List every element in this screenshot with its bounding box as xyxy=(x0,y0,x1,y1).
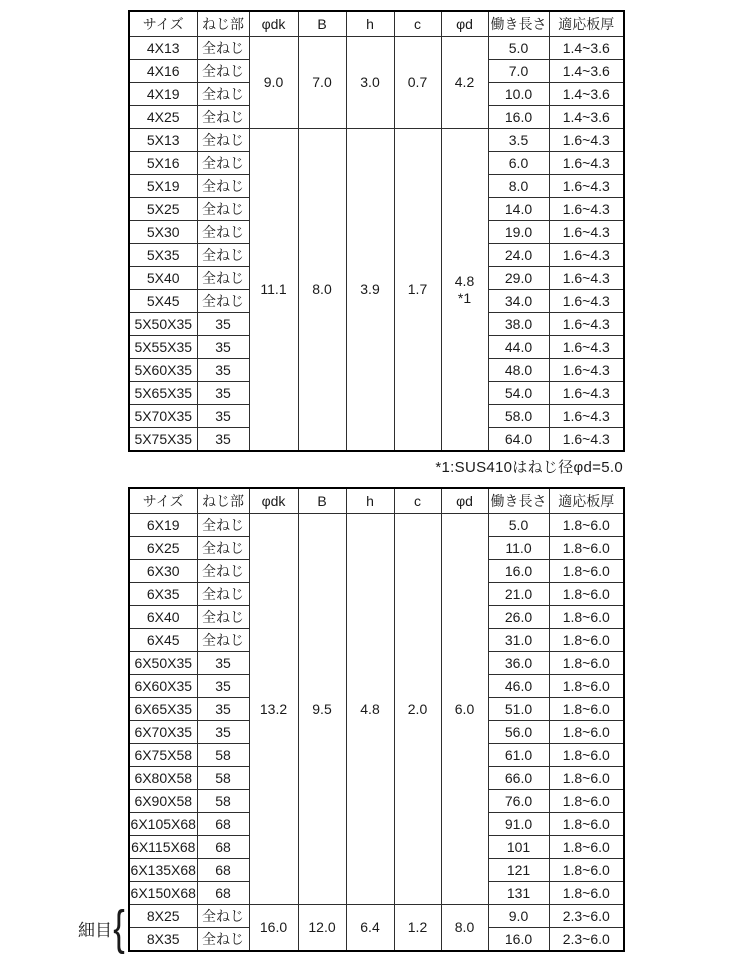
plate-thickness-cell: 1.6~4.3 xyxy=(549,175,624,198)
working-length-cell: 6.0 xyxy=(488,152,549,175)
working-length-cell: 5.0 xyxy=(488,37,549,60)
plate-thickness-cell: 1.8~6.0 xyxy=(549,537,624,560)
working-length-cell: 91.0 xyxy=(488,813,549,836)
column-header-8: 適応板厚 xyxy=(549,488,624,514)
working-length-cell: 5.0 xyxy=(488,514,549,537)
thread-cell: 全ねじ xyxy=(197,60,249,83)
size-cell: 5X25 xyxy=(129,198,197,221)
working-length-cell: 26.0 xyxy=(488,606,549,629)
thread-cell: 35 xyxy=(197,698,249,721)
working-length-cell: 66.0 xyxy=(488,767,549,790)
dk-cell: 9.0 xyxy=(249,37,298,129)
plate-thickness-cell: 2.3~6.0 xyxy=(549,928,624,952)
working-length-cell: 21.0 xyxy=(488,583,549,606)
plate-thickness-cell: 1.8~6.0 xyxy=(549,652,624,675)
upper-table-body xyxy=(129,37,624,452)
fine-thread-label-text: 細目 xyxy=(77,921,112,940)
size-cell: 6X75X58 xyxy=(129,744,197,767)
thread-cell: 全ねじ xyxy=(197,244,249,267)
c-cell: 0.7 xyxy=(394,37,441,129)
dk-cell: 13.2 xyxy=(249,514,298,905)
column-header-7: 働き長さ xyxy=(488,11,549,37)
thread-cell: 全ねじ xyxy=(197,290,249,313)
b-cell: 7.0 xyxy=(298,37,346,129)
thread-cell: 全ねじ xyxy=(197,106,249,129)
lower-table-container xyxy=(77,487,625,955)
working-length-cell: 16.0 xyxy=(488,560,549,583)
b-cell: 9.5 xyxy=(298,514,346,905)
dk-cell: 11.1 xyxy=(249,129,298,452)
dk-cell: 16.0 xyxy=(249,905,298,952)
column-header-4: h xyxy=(346,488,394,514)
plate-thickness-cell: 1.6~4.3 xyxy=(549,336,624,359)
c-cell: 1.7 xyxy=(394,129,441,452)
thread-cell: 58 xyxy=(197,744,249,767)
size-cell: 6X25 xyxy=(129,537,197,560)
size-cell: 6X50X35 xyxy=(129,652,197,675)
working-length-cell: 121 xyxy=(488,859,549,882)
plate-thickness-cell: 1.6~4.3 xyxy=(549,428,624,452)
column-header-5: c xyxy=(394,11,441,37)
working-length-cell: 19.0 xyxy=(488,221,549,244)
working-length-cell: 14.0 xyxy=(488,198,549,221)
b-cell: 12.0 xyxy=(298,905,346,952)
working-length-cell: 3.5 xyxy=(488,129,549,152)
working-length-cell: 7.0 xyxy=(488,60,549,83)
thread-cell: 35 xyxy=(197,336,249,359)
plate-thickness-cell: 1.4~3.6 xyxy=(549,106,624,129)
thread-cell: 68 xyxy=(197,882,249,905)
plate-thickness-cell: 1.6~4.3 xyxy=(549,313,624,336)
thread-cell: 58 xyxy=(197,790,249,813)
plate-thickness-cell: 1.8~6.0 xyxy=(549,790,624,813)
working-length-cell: 8.0 xyxy=(488,175,549,198)
plate-thickness-cell: 1.8~6.0 xyxy=(549,675,624,698)
c-cell: 1.2 xyxy=(394,905,441,952)
size-cell: 6X105X68 xyxy=(129,813,197,836)
column-header-6: φd xyxy=(441,488,488,514)
thread-cell: 35 xyxy=(197,721,249,744)
h-cell: 6.4 xyxy=(346,905,394,952)
size-cell: 5X55X35 xyxy=(129,336,197,359)
d-cell: 8.0 xyxy=(441,905,488,952)
column-header-2: φdk xyxy=(249,11,298,37)
thread-cell: 全ねじ xyxy=(197,221,249,244)
thread-cell: 全ねじ xyxy=(197,129,249,152)
size-cell: 4X13 xyxy=(129,37,197,60)
working-length-cell: 76.0 xyxy=(488,790,549,813)
thread-cell: 全ねじ xyxy=(197,583,249,606)
working-length-cell: 61.0 xyxy=(488,744,549,767)
thread-cell: 全ねじ xyxy=(197,198,249,221)
plate-thickness-cell: 1.6~4.3 xyxy=(549,244,624,267)
working-length-cell: 131 xyxy=(488,882,549,905)
size-cell: 4X19 xyxy=(129,83,197,106)
size-cell: 5X75X35 xyxy=(129,428,197,452)
column-header-5: c xyxy=(394,488,441,514)
size-cell: 5X16 xyxy=(129,152,197,175)
h-cell: 3.0 xyxy=(346,37,394,129)
thread-cell: 35 xyxy=(197,382,249,405)
screw-spec-table-lower xyxy=(128,487,625,952)
thread-cell: 全ねじ xyxy=(197,606,249,629)
plate-thickness-cell: 1.6~4.3 xyxy=(549,129,624,152)
size-cell: 4X25 xyxy=(129,106,197,129)
d-cell: 6.0 xyxy=(441,514,488,905)
column-header-4: h xyxy=(346,11,394,37)
size-cell: 5X40 xyxy=(129,267,197,290)
column-header-3: B xyxy=(298,488,346,514)
thread-cell: 35 xyxy=(197,675,249,698)
thread-cell: 全ねじ xyxy=(197,83,249,106)
column-header-0: サイズ xyxy=(129,11,197,37)
thread-cell: 全ねじ xyxy=(197,629,249,652)
thread-cell: 全ねじ xyxy=(197,560,249,583)
plate-thickness-cell: 1.8~6.0 xyxy=(549,583,624,606)
thread-cell: 全ねじ xyxy=(197,537,249,560)
size-cell: 8X25 xyxy=(129,905,197,928)
plate-thickness-cell: 1.6~4.3 xyxy=(549,152,624,175)
header-row xyxy=(129,11,624,37)
working-length-cell: 31.0 xyxy=(488,629,549,652)
plate-thickness-cell: 1.8~6.0 xyxy=(549,744,624,767)
size-cell: 5X35 xyxy=(129,244,197,267)
thread-cell: 全ねじ xyxy=(197,152,249,175)
working-length-cell: 16.0 xyxy=(488,928,549,952)
thread-cell: 35 xyxy=(197,428,249,452)
h-cell: 4.8 xyxy=(346,514,394,905)
thread-cell: 35 xyxy=(197,359,249,382)
plate-thickness-cell: 1.6~4.3 xyxy=(549,359,624,382)
size-cell: 5X50X35 xyxy=(129,313,197,336)
thread-cell: 全ねじ xyxy=(197,928,249,952)
size-cell: 4X16 xyxy=(129,60,197,83)
screw-spec-table-upper xyxy=(128,10,625,452)
working-length-cell: 38.0 xyxy=(488,313,549,336)
working-length-cell: 36.0 xyxy=(488,652,549,675)
size-cell: 6X135X68 xyxy=(129,859,197,882)
plate-thickness-cell: 1.6~4.3 xyxy=(549,221,624,244)
h-cell: 3.9 xyxy=(346,129,394,452)
lower-table-body xyxy=(129,514,624,952)
column-header-1: ねじ部 xyxy=(197,11,249,37)
working-length-cell: 34.0 xyxy=(488,290,549,313)
plate-thickness-cell: 1.6~4.3 xyxy=(549,290,624,313)
working-length-cell: 58.0 xyxy=(488,405,549,428)
working-length-cell: 51.0 xyxy=(488,698,549,721)
working-length-cell: 101 xyxy=(488,836,549,859)
plate-thickness-cell: 1.6~4.3 xyxy=(549,382,624,405)
working-length-cell: 46.0 xyxy=(488,675,549,698)
plate-thickness-cell: 1.4~3.6 xyxy=(549,37,624,60)
plate-thickness-cell: 1.6~4.3 xyxy=(549,405,624,428)
thread-cell: 68 xyxy=(197,836,249,859)
plate-thickness-cell: 1.8~6.0 xyxy=(549,698,624,721)
thread-cell: 35 xyxy=(197,313,249,336)
working-length-cell: 11.0 xyxy=(488,537,549,560)
thread-cell: 35 xyxy=(197,405,249,428)
d-cell: 4.2 xyxy=(441,37,488,129)
size-cell: 6X70X35 xyxy=(129,721,197,744)
size-cell: 5X70X35 xyxy=(129,405,197,428)
size-cell: 5X65X35 xyxy=(129,382,197,405)
upper-table-header xyxy=(129,11,624,37)
size-cell: 6X150X68 xyxy=(129,882,197,905)
plate-thickness-cell: 1.8~6.0 xyxy=(549,629,624,652)
size-cell: 6X30 xyxy=(129,560,197,583)
plate-thickness-cell: 1.8~6.0 xyxy=(549,767,624,790)
size-cell: 6X35 xyxy=(129,583,197,606)
size-cell: 5X13 xyxy=(129,129,197,152)
size-cell: 6X19 xyxy=(129,514,197,537)
column-header-7: 働き長さ xyxy=(488,488,549,514)
working-length-cell: 10.0 xyxy=(488,83,549,106)
column-header-8: 適応板厚 xyxy=(549,11,624,37)
column-header-6: φd xyxy=(441,11,488,37)
size-cell: 5X19 xyxy=(129,175,197,198)
size-cell: 6X60X35 xyxy=(129,675,197,698)
thread-cell: 全ねじ xyxy=(197,905,249,928)
working-length-cell: 54.0 xyxy=(488,382,549,405)
table-row xyxy=(129,37,624,60)
plate-thickness-cell: 1.8~6.0 xyxy=(549,606,624,629)
working-length-cell: 29.0 xyxy=(488,267,549,290)
plate-thickness-cell: 1.4~3.6 xyxy=(549,60,624,83)
b-cell: 8.0 xyxy=(298,129,346,452)
size-cell: 6X65X35 xyxy=(129,698,197,721)
working-length-cell: 9.0 xyxy=(488,905,549,928)
d-cell: 4.8 *1 xyxy=(441,129,488,452)
size-cell: 6X40 xyxy=(129,606,197,629)
table-row xyxy=(129,129,624,152)
size-cell: 8X35 xyxy=(129,928,197,952)
thread-cell: 35 xyxy=(197,652,249,675)
plate-thickness-cell: 1.8~6.0 xyxy=(549,836,624,859)
working-length-cell: 64.0 xyxy=(488,428,549,452)
table-row xyxy=(129,514,624,537)
working-length-cell: 16.0 xyxy=(488,106,549,129)
c-cell: 2.0 xyxy=(394,514,441,905)
thread-cell: 全ねじ xyxy=(197,175,249,198)
plate-thickness-cell: 1.8~6.0 xyxy=(549,882,624,905)
thread-cell: 68 xyxy=(197,859,249,882)
size-cell: 6X80X58 xyxy=(129,767,197,790)
thread-cell: 全ねじ xyxy=(197,267,249,290)
lower-table-header xyxy=(129,488,624,514)
plate-thickness-cell: 1.8~6.0 xyxy=(549,560,624,583)
plate-thickness-cell: 1.6~4.3 xyxy=(549,198,624,221)
fine-thread-side-label xyxy=(71,902,127,955)
plate-thickness-cell: 1.8~6.0 xyxy=(549,813,624,836)
brace-glyph: { xyxy=(113,902,125,955)
column-header-2: φdk xyxy=(249,488,298,514)
upper-table-container xyxy=(128,10,625,452)
size-cell: 6X45 xyxy=(129,629,197,652)
thread-cell: 全ねじ xyxy=(197,514,249,537)
table-row xyxy=(129,905,624,928)
column-header-3: B xyxy=(298,11,346,37)
size-cell: 5X30 xyxy=(129,221,197,244)
working-length-cell: 56.0 xyxy=(488,721,549,744)
column-header-1: ねじ部 xyxy=(197,488,249,514)
working-length-cell: 48.0 xyxy=(488,359,549,382)
size-cell: 5X60X35 xyxy=(129,359,197,382)
plate-thickness-cell: 1.6~4.3 xyxy=(549,267,624,290)
thread-cell: 58 xyxy=(197,767,249,790)
plate-thickness-cell: 1.4~3.6 xyxy=(549,83,624,106)
size-cell: 6X115X68 xyxy=(129,836,197,859)
plate-thickness-cell: 1.8~6.0 xyxy=(549,514,624,537)
plate-thickness-cell: 1.8~6.0 xyxy=(549,721,624,744)
plate-thickness-cell: 1.8~6.0 xyxy=(549,859,624,882)
footnote-sus410: *1:SUS410はねじ径φd=5.0 xyxy=(435,459,623,476)
column-header-0: サイズ xyxy=(129,488,197,514)
working-length-cell: 24.0 xyxy=(488,244,549,267)
header-row xyxy=(129,488,624,514)
size-cell: 6X90X58 xyxy=(129,790,197,813)
thread-cell: 全ねじ xyxy=(197,37,249,60)
thread-cell: 68 xyxy=(197,813,249,836)
size-cell: 5X45 xyxy=(129,290,197,313)
working-length-cell: 44.0 xyxy=(488,336,549,359)
plate-thickness-cell: 2.3~6.0 xyxy=(549,905,624,928)
